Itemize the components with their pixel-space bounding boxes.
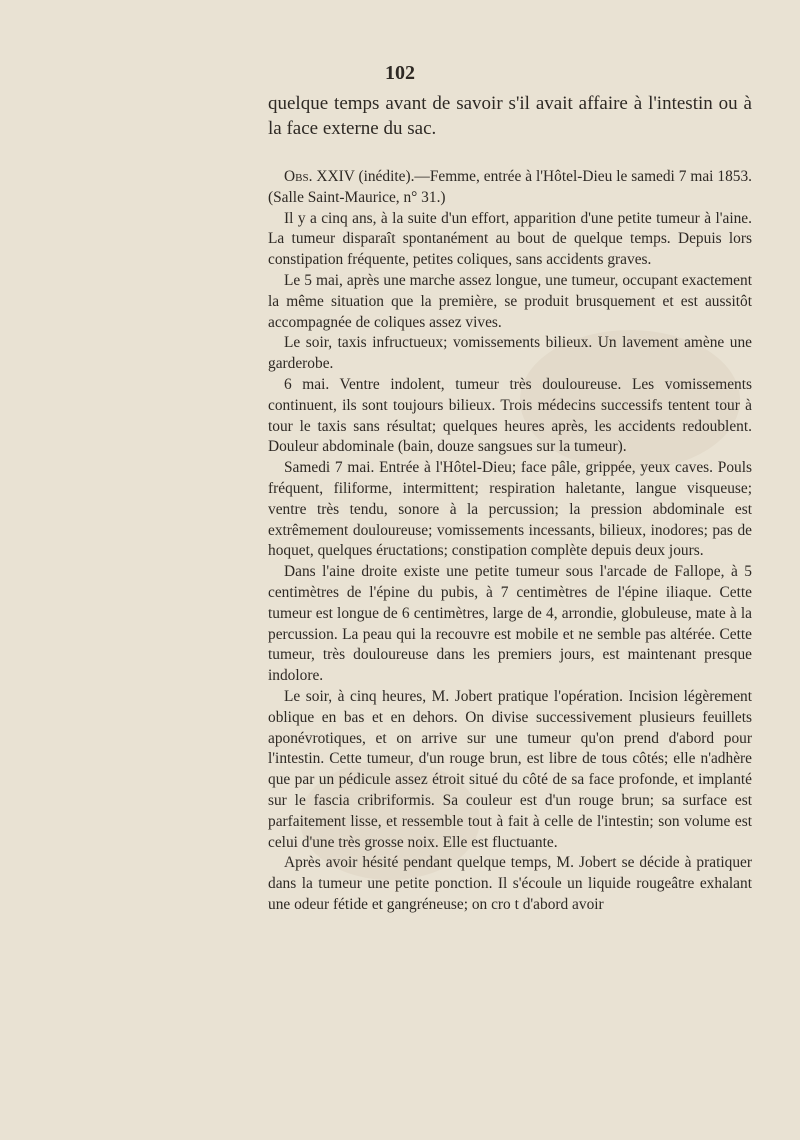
observation-heading (268, 167, 752, 209)
observation-abbrev: Obs. (284, 168, 313, 185)
observation-paragraph: Après avoir hésité pendant quelque temps, M. Jobert se décide à pratiquer dans la tumeur une petite ponction. Il s'écoule un liquide rougeâtre exhalant une odeur fétide et gangréneuse; on cro t d'abord avoir (268, 854, 752, 913)
text-body (268, 91, 752, 916)
observation-paragraph: Dans l'aine droite existe une petite tumeur sous l'arcade de Fallope, à 5 centimètres de l'épine du pubis, à 7 centimètres de l'épine iliaque. Cette tumeur est longue de 6 centimètres, large de 4, arrondie, globuleuse, mate à la percussion. La peau qui la recouvre est mobile et ne semble pas altérée. Cette tumeur, très douloureuse dans les premiers jours, est maintenant presque indolore. (268, 563, 752, 685)
lead-paragraph: quelque temps avant de savoir s'il avait affaire à l'intestin ou à la face externe du sac. (268, 93, 752, 139)
observation-paragraph: Le soir, à cinq heures, M. Jobert pratique l'opération. Incision légèrement oblique en bas et en dehors. On divise successivement plusieurs feuillets aponévrotiques, et on arrive sur une tumeur qu'on prend d'abord pour l'intestin. Cette tumeur, d'un rouge brun, est libre de tous côtés; elle n'adhère que par un pédicule assez étroit situé du côté de sa face profonde, et implanté sur le fascia cribriformis. Sa couleur est d'un rouge brun; sa surface est parfaitement lisse, et ressemble tout à fait à celle de l'intestin; son volume est celui d'une très grosse noix. Elle est fluctuante. (268, 687, 752, 851)
page-number: 102 (385, 62, 415, 84)
observation-paragraph: Le 5 mai, après une marche assez longue, une tumeur, occupant exactement la même situation que la première, se produit brusquement et est aussitôt accompagnée de coliques assez vives. (268, 271, 752, 331)
observation-paragraph: Samedi 7 mai. Entrée à l'Hôtel-Dieu; face pâle, grippée, yeux caves. Pouls fréquent, filiforme, intermittent; respiration haletante, langue visqueuse; ventre très tendu, sonore à la percussion; la pression abdominale est extrêmement douloureuse; vomissements incessants, bilieux, inodores; pas de hoquet, quelques éructations; constipation complète depuis deux jours. (268, 459, 752, 560)
observation-paragraph: 6 mai. Ventre indolent, tumeur très douloureuse. Les vomissements continuent, ils sont toujours bilieux. Trois médecins successifs tentent tour à tour le taxis sans résultat; quelques heures après, les accidents redoublent. Douleur abdominale (bain, douze sangsues sur la tumeur). (268, 375, 752, 456)
observation-paragraph: Le soir, taxis infructueux; vomissements bilieux. Un lavement amène une garderobe. (268, 334, 752, 373)
observation-heading-text: XXIV (inédite).—Femme, entrée à l'Hôtel-Dieu le samedi 7 mai 1853. (Salle Saint-Maurice, n° 31.) (268, 168, 752, 206)
observation-paragraph: Il y a cinq ans, à la suite d'un effort, apparition d'une petite tumeur à l'aine. La tumeur disparaît spontanément au bout de quelque temps. Depuis lors constipation fréquente, petites coliques, sans accidents graves. (268, 209, 752, 269)
